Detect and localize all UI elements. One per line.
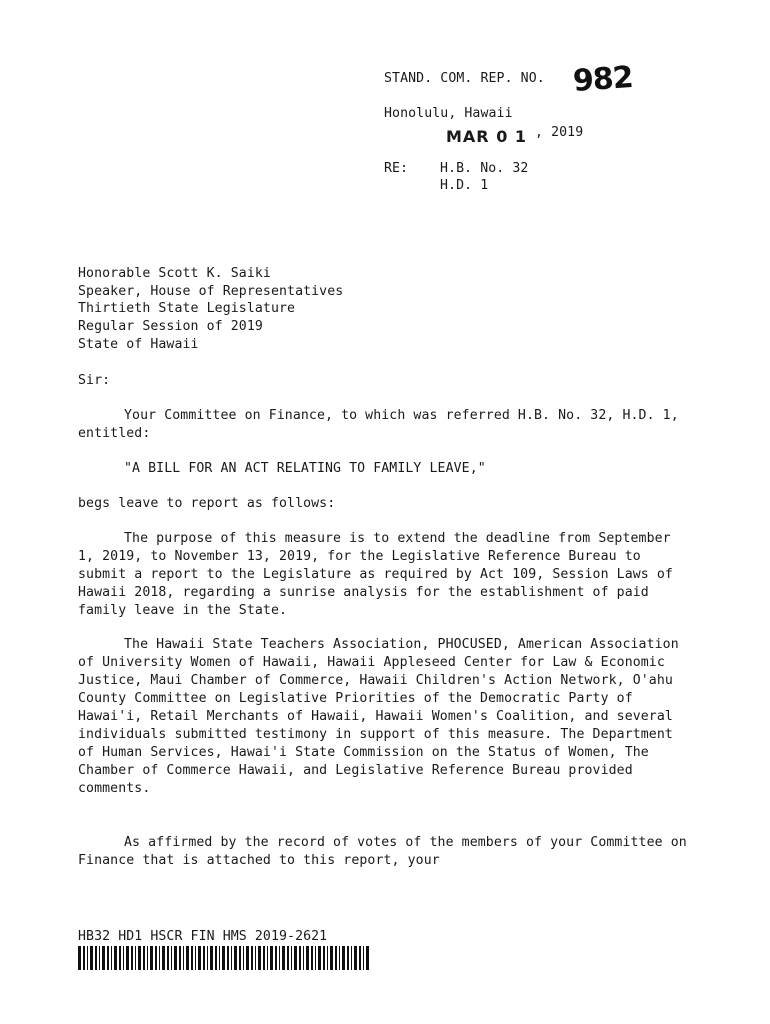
- paragraph-votes: [78, 834, 688, 870]
- document-code: HB32 HD1 HSCR FIN HMS 2019-2621: [78, 929, 328, 944]
- paragraph-testimony-text: The Hawaii State Teachers Association, PHOCUSED, American Association of University Women of Hawaii, Hawaii Appleseed Center for Law & Economic Justice, Maui Chamber of Commerce, Hawaii Children's Action Network, O'ahu County Committee on Legislative Priorities of the Democratic Party of Hawai'i, Retail Merchants of Hawaii, Hawaii Women's Coalition, and several individuals submitted testimony in support of this measure. The Department of Human Services, Hawai'i State Commission on the Status of Women, The Chamber of Commerce Hawaii, and Legislative Reference Bureau provided comments.: [78, 637, 679, 796]
- addressee-title: Speaker, House of Representatives: [78, 284, 344, 299]
- location: Honolulu, Hawaii: [384, 106, 513, 121]
- bill-draft: H.D. 1: [440, 178, 489, 193]
- paragraph-purpose: [78, 530, 688, 620]
- addressee-session: Regular Session of 2019: [78, 319, 263, 334]
- year: , 2019: [535, 125, 584, 140]
- re-label: RE:: [384, 161, 409, 176]
- report-label: STAND. COM. REP. NO.: [384, 71, 545, 86]
- date-stamp: MAR 0 1: [446, 127, 528, 146]
- report-number: 982: [571, 59, 634, 100]
- addressee-name: Honorable Scott K. Saiki: [78, 266, 271, 281]
- paragraph-purpose-text: The purpose of this measure is to extend the deadline from September 1, 2019, to November 13, 2019, for the Legislative Reference Bureau to submit a report to the Legislature as required by Act 109, Session Laws of Hawaii 2018, regarding a sunrise analysis for the establishment of paid family leave in the State.: [78, 531, 673, 618]
- salutation: Sir:: [78, 373, 111, 388]
- addressee-legislature: Thirtieth State Legislature: [78, 301, 296, 316]
- bill-title: "A BILL FOR AN ACT RELATING TO FAMILY LEAVE,": [124, 461, 486, 476]
- paragraph-testimony: [78, 636, 688, 798]
- paragraph-referral: [78, 407, 688, 443]
- bill-number: H.B. No. 32: [440, 161, 529, 176]
- barcode: [78, 946, 370, 970]
- paragraph-referral-text: Your Committee on Finance, to which was referred H.B. No. 32, H.D. 1, entitled:: [78, 408, 679, 441]
- addressee-state: State of Hawaii: [78, 337, 199, 352]
- paragraph-votes-text: As affirmed by the record of votes of the members of your Committee on Finance that is attached to this report, your: [78, 835, 687, 868]
- report-intro: begs leave to report as follows:: [78, 496, 336, 511]
